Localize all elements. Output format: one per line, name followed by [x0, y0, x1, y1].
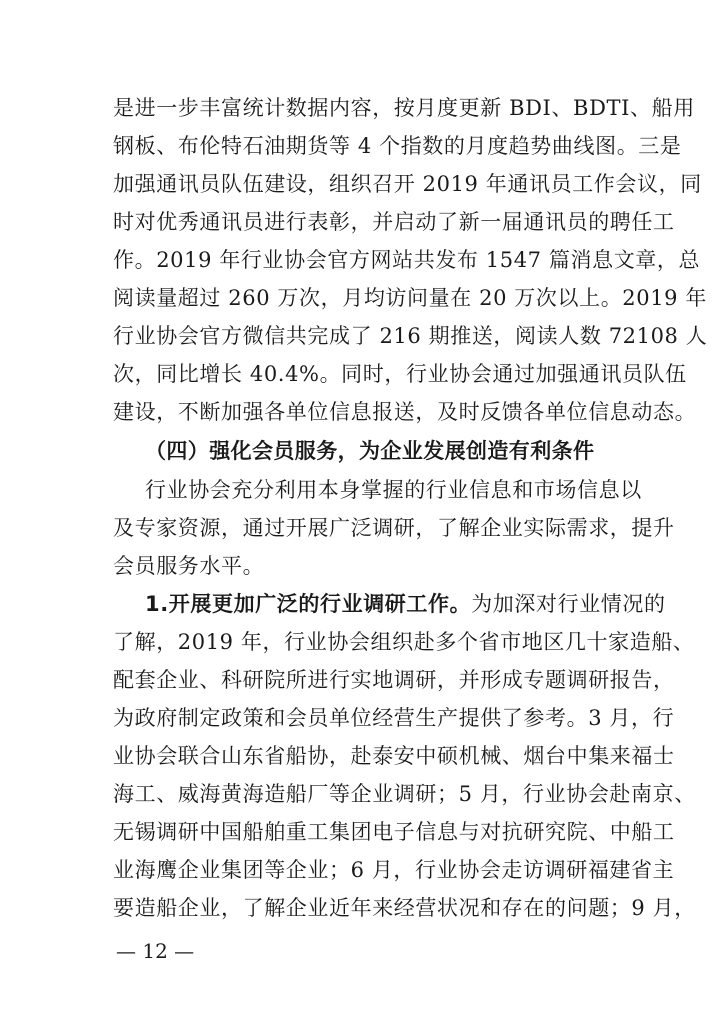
- item-1-first-line: [145, 590, 666, 618]
- item-1-title: 1.开展更加广泛的行业调研工作。: [145, 592, 472, 616]
- body-line: 建设，不断加强各单位信息报送，及时反馈各单位信息动态。: [113, 400, 697, 424]
- item-1-line: 为政府制定政策和会员单位经营生产提供了参考。3 月，行: [113, 706, 675, 730]
- body-line: 作。2019 年行业协会官方网站共发布 1547 篇消息文章，总: [113, 248, 701, 272]
- intro-line: 会员服务水平。: [113, 554, 265, 578]
- body-line: 钢板、布伦特石油期货等 4 个指数的月度趋势曲线图。三是: [113, 134, 682, 158]
- body-line: 行业协会官方微信共完成了 216 期推送，阅读人数 72108 人: [113, 324, 708, 348]
- item-1-line: 业海鹰企业集团等企业；6 月，行业协会走访调研福建省主: [113, 858, 675, 882]
- item-1-line: 无锡调研中国船舶重工集团电子信息与对抗研究院、中船工: [113, 820, 675, 844]
- body-line: 加强通讯员队伍建设，组织召开 2019 年通讯员工作会议，同: [113, 172, 702, 196]
- section-heading: （四）强化会员服务，为企业发展创造有利条件: [145, 439, 595, 463]
- page-number: — 12 —: [116, 939, 195, 963]
- item-1-line: 海工、威海黄海造船厂等企业调研；5 月，行业协会赴南京、: [113, 782, 696, 806]
- item-1-line: 配套企业、科研院所进行实地调研，并形成专题调研报告，: [113, 668, 675, 692]
- intro-line: 行业协会充分利用本身掌握的行业信息和市场信息以: [145, 478, 642, 502]
- body-line: 是进一步丰富统计数据内容，按月度更新 BDI、BDTI、船用: [113, 96, 695, 120]
- intro-line: 及专家资源，通过开展广泛调研，了解企业实际需求，提升: [113, 516, 675, 540]
- item-1-text: 为加深对行业情况的: [471, 592, 666, 616]
- body-line: 时对优秀通讯员进行表彰，并启动了新一届通讯员的聘任工: [113, 210, 675, 234]
- item-1-line: 要造船企业，了解企业近年来经营状况和存在的问题；9 月，: [113, 896, 696, 920]
- body-line: 次，同比增长 40.4%。同时，行业协会通过加强通讯员队伍: [113, 362, 687, 386]
- item-1-line: 业协会联合山东省船协，赴泰安中硕机械、烟台中集来福士: [113, 744, 675, 768]
- item-1-line: 了解，2019 年，行业协会组织赴多个省市地区几十家造船、: [113, 630, 695, 654]
- body-line: 阅读量超过 260 万次，月均访问量在 20 万次以上。2019 年: [113, 286, 708, 310]
